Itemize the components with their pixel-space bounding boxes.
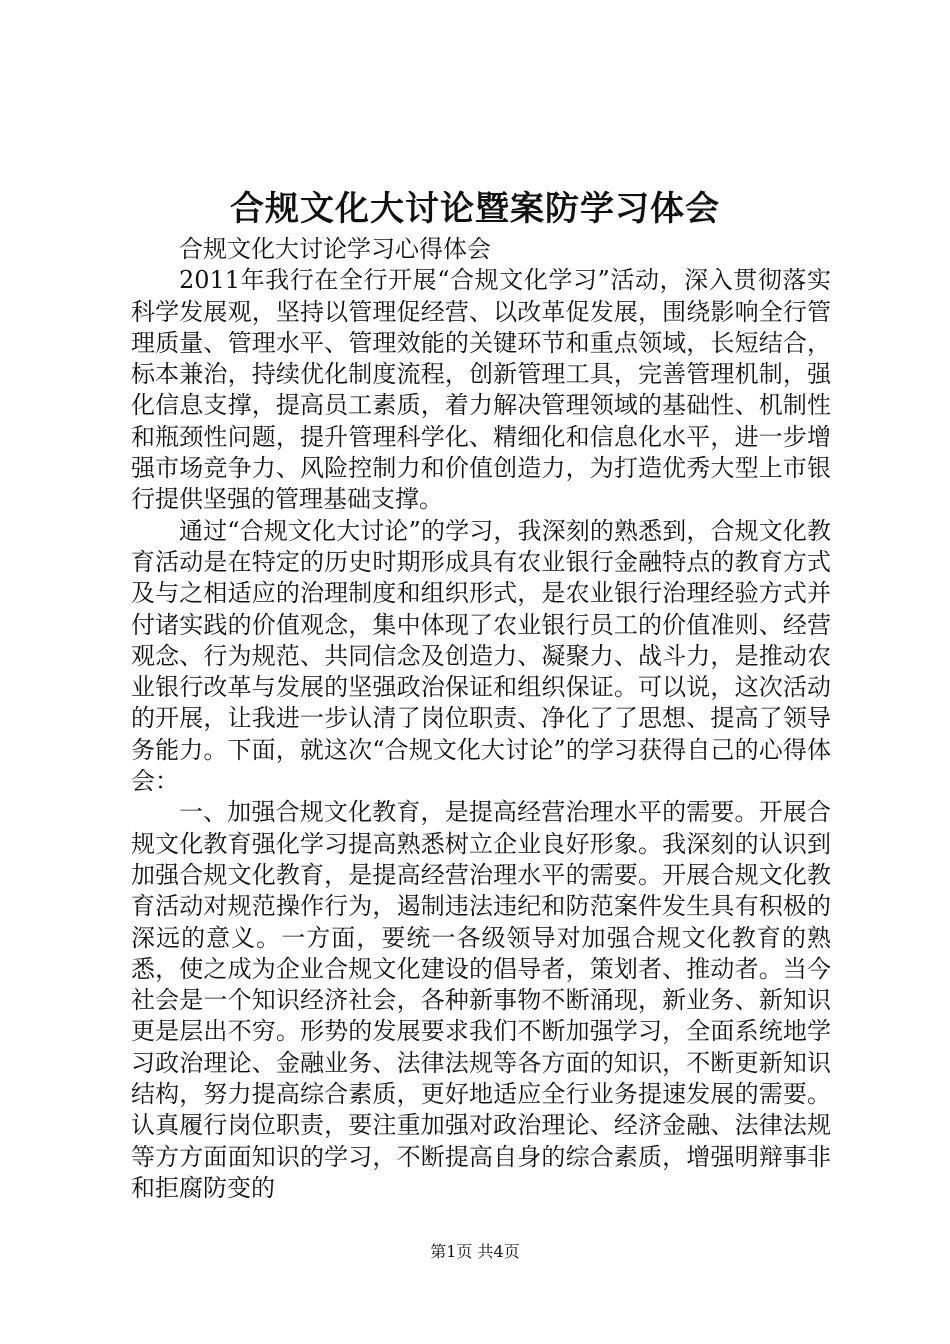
- body-paragraph: 一、加强合规文化教育，是提高经营治理水平的需要。开展合规文化教育强化学习提高熟悉树立企业良好形象。我深刻的认识到加强合规文化教育，是提高经营治理水平的需要。开展合规文化教育活动对规范操作行为，遏制违法违纪和防范案件发生具有积极的深远的意义。一方面，要统一各级领导对加强合规文化教育的熟悉，使之成为企业合规文化建设的倡导者，策划者、推动者。当今社会是一个知识经济社会，各种新事物不断涌现，新业务、新知识更是层出不穷。形势的发展要求我们不断加强学习，全面系统地学习政治理论、金融业务、法律法规等各方面的知识，不断更新知识结构，努力提高综合素质，更好地适应全行业务提速发展的需要。认真履行岗位职责，要注重加强对政治理论、经济金融、法律法规等方方面面知识的学习，不断提高自身的综合素质，增强明辩事非和拒腐防变的: [131, 798, 831, 1202]
- body-paragraph: 通过“合规文化大讨论”的学习，我深刻的熟悉到，合规文化教育活动是在特定的历史时期形成具有农业银行金融特点的教育方式及与之相适应的治理制度和组织形式，是农业银行治理经验方式并付诸实践的价值观念，集中体现了农业银行员工的价值准则、经营观念、行为规范、共同信念及创造力、凝聚力、战斗力，是推动农业银行改革与发展的坚强政治保证和组织保证。可以说，这次活动的开展，让我进一步认清了岗位职责、净化了了思想、提高了领导务能力。下面，就这次“合规文化大讨论”的学习获得自己的心得体会：: [131, 516, 831, 796]
- subtitle-paragraph: 合规文化大讨论学习心得体会: [179, 235, 491, 263]
- page-footer: 第1页 共4页: [430, 1242, 520, 1261]
- document-title: 合规文化大讨论暨案防学习体会: [230, 189, 720, 229]
- document-body: [131, 234, 831, 1204]
- body-paragraph: 2011年我行在全行开展“合规文化学习”活动，深入贯彻落实科学发展观，坚持以管理促经营、以改革促发展，围绕影响全行管理质量、管理水平、管理效能的关键环节和重点领域，长短结合，标本兼治，持续优化制度流程，创新管理工具，完善管理机制，强化信息支撑，提高员工素质，着力解决管理领域的基础性、机制性和瓶颈性问题，提升管理科学化、精细化和信息化水平，进一步增强市场竞争力、风险控制力和价值创造力，为打造优秀大型上市银行提供坚强的管理基础支撑。: [131, 266, 831, 514]
